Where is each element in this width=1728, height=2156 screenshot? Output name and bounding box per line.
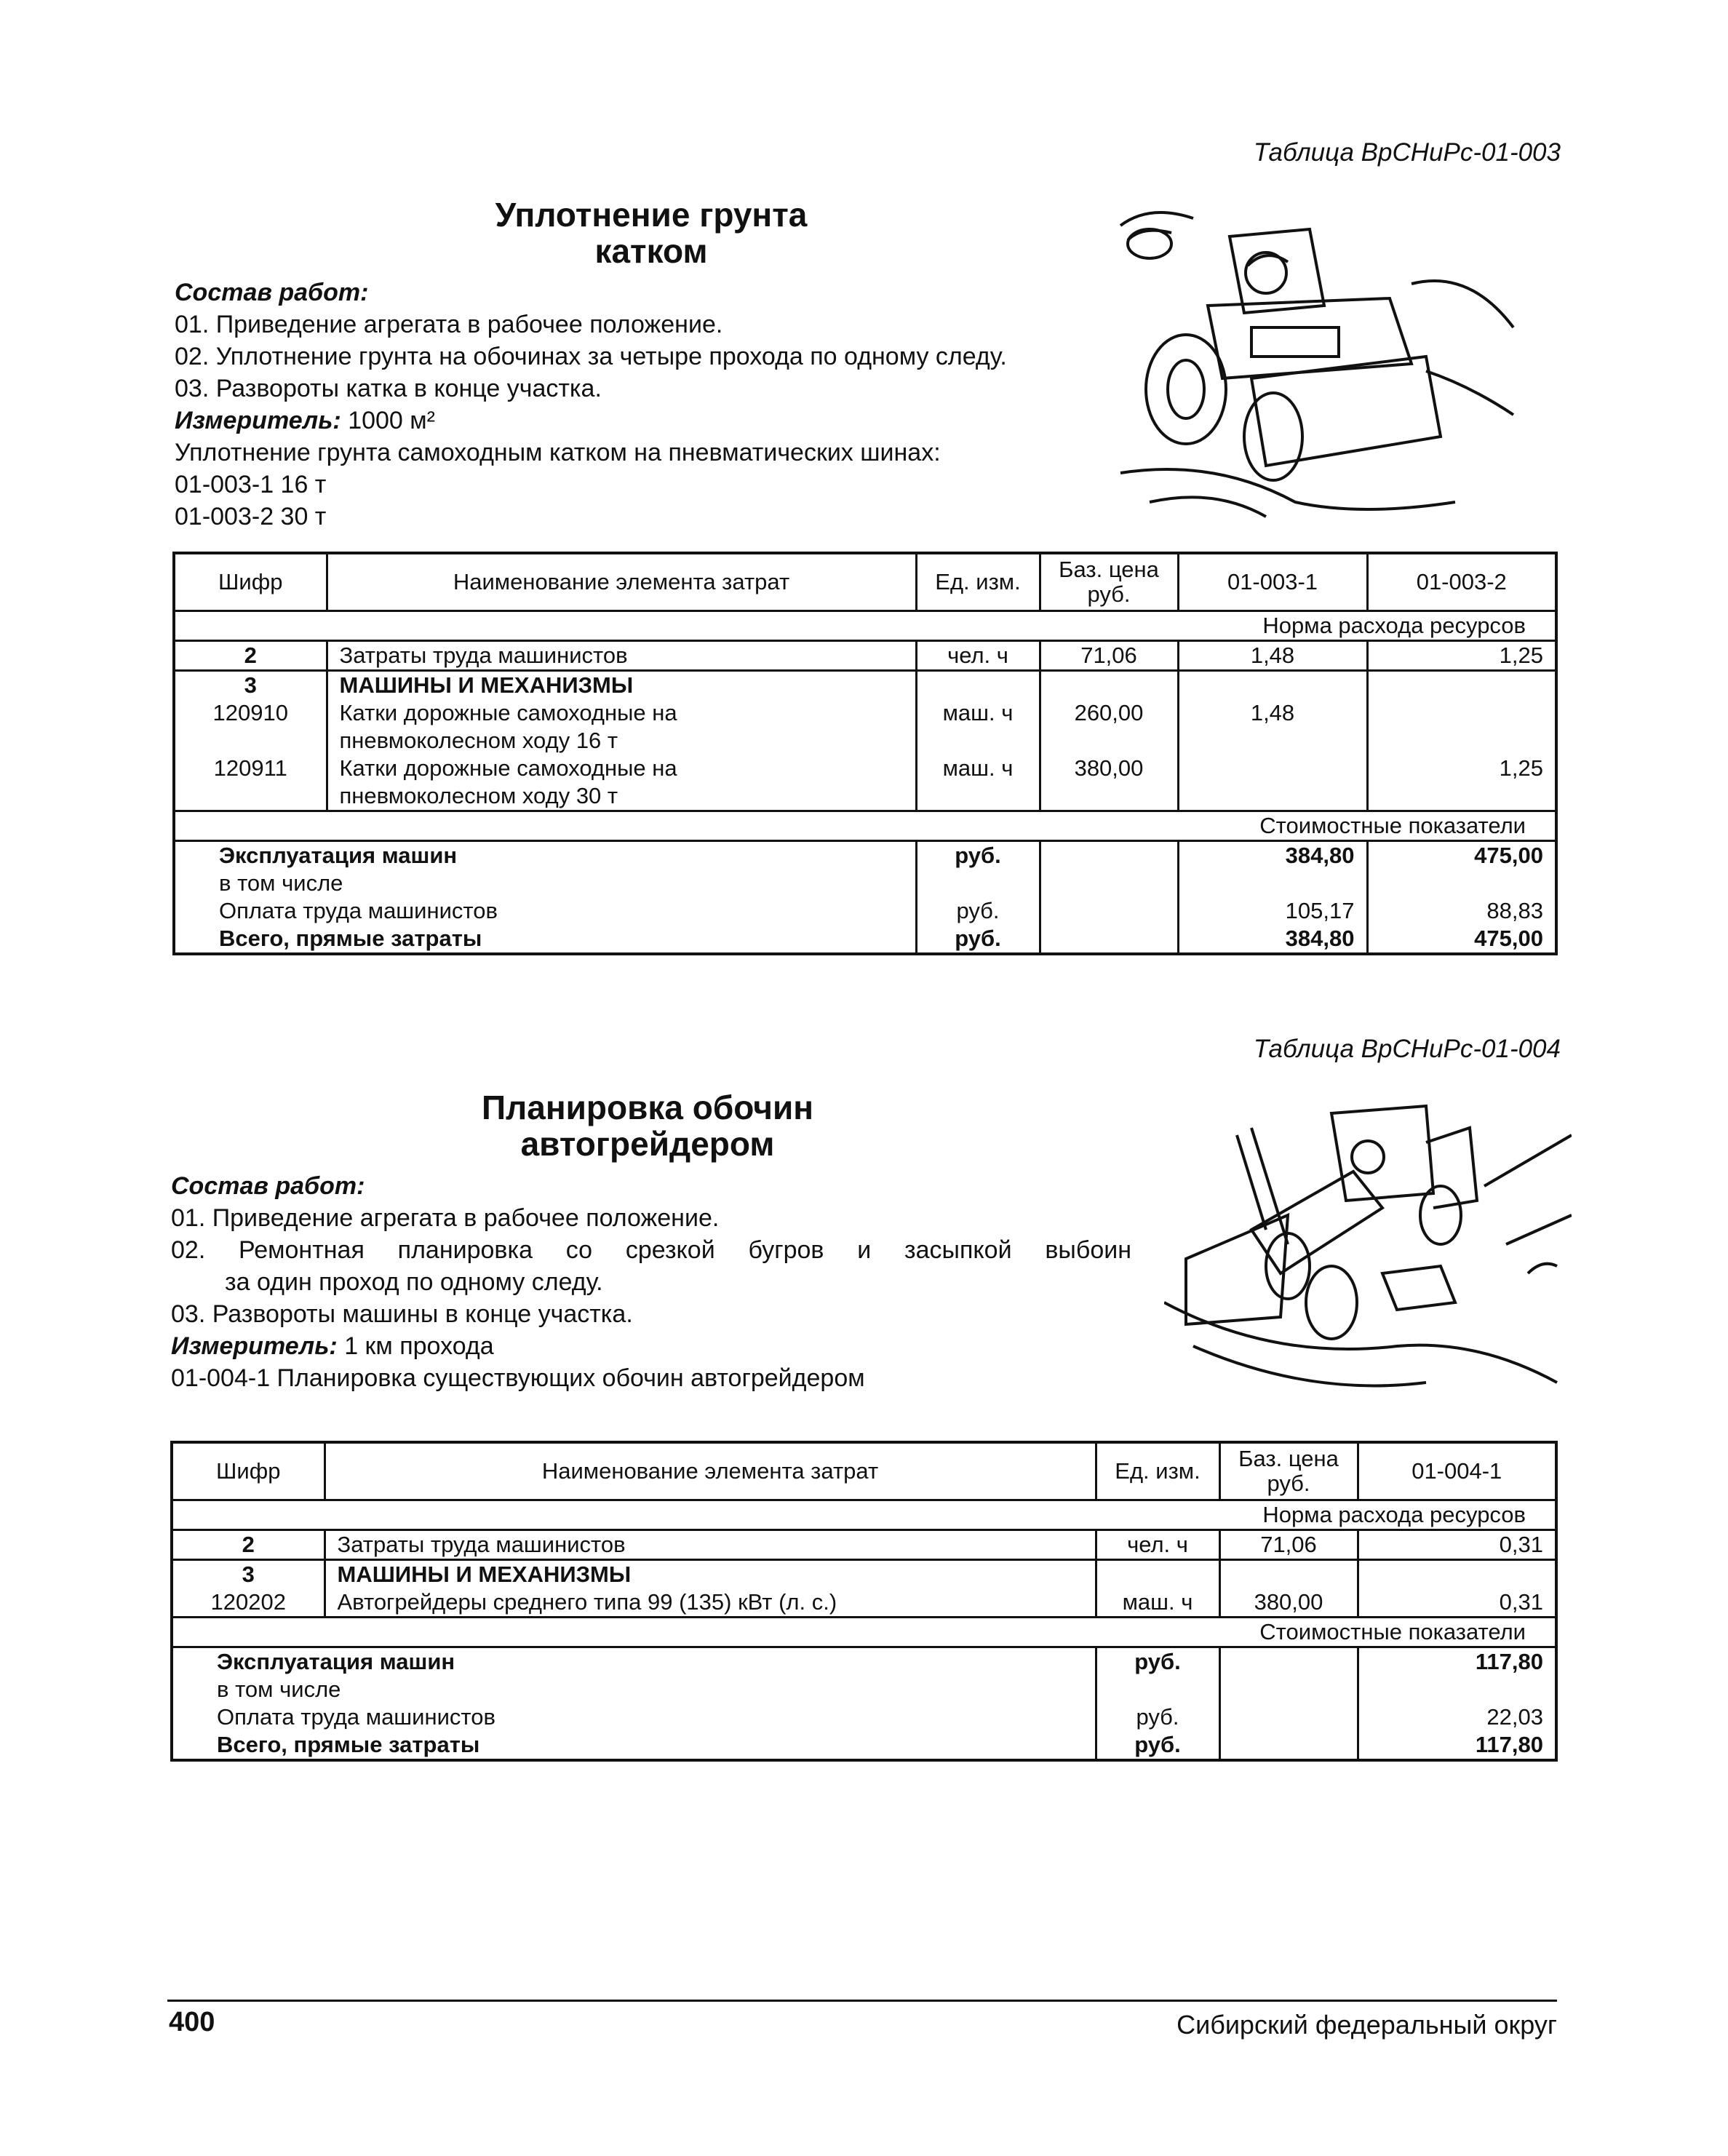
table-row [174, 897, 1556, 925]
work-step-continuation: за один проход по одному следу. [225, 1268, 603, 1296]
cell-name: Катки дорожные самоходные на [339, 755, 677, 781]
section1-body [175, 277, 1135, 533]
cell-name: в том числе [174, 870, 916, 897]
work-step: 01. Приведение агрегата в рабочее положение. [171, 1204, 720, 1232]
meter-value: 1 км прохода [344, 1332, 494, 1360]
cell-price: 71,06 [1219, 1530, 1358, 1560]
cell-unit: руб. [1096, 1647, 1219, 1676]
cell-value: 1,48 [1178, 641, 1367, 671]
cell-value: 22,03 [1358, 1703, 1556, 1731]
cost-section-label: Стоимостные показатели [172, 1618, 1556, 1647]
meter-label: Измеритель: [175, 407, 341, 434]
cell-name: Оплата труда машинистов [172, 1703, 1096, 1731]
meter-value: 1000 м² [348, 407, 435, 434]
table-reference-01-004: Таблица ВрСНиРс-01-004 [1253, 1035, 1561, 1063]
cell-price: 260,00 [1040, 699, 1178, 755]
cell-unit: маш. ч [916, 755, 1040, 811]
table-row [174, 841, 1556, 870]
cell-value [1367, 699, 1556, 755]
section2-title-line2: автогрейдером [520, 1125, 775, 1163]
description: 01-004-1 Планировка существующих обочин автогрейдером [171, 1364, 865, 1392]
table-row [172, 1703, 1556, 1731]
norm-section-label: Норма расхода ресурсов [174, 611, 1556, 641]
cell-name: Эксплуатация машин [174, 841, 916, 870]
work-step: 03. Развороты машины в конце участка. [171, 1300, 633, 1328]
cell-name: Всего, прямые затраты [174, 925, 916, 954]
cell-value: 1,25 [1367, 641, 1556, 671]
cell-unit: руб. [916, 897, 1040, 925]
motor-grader-illustration [1164, 1084, 1572, 1404]
cell-name: пневмоколесном ходу 16 т [339, 728, 618, 753]
cell-name: МАШИНЫ И МЕХАНИЗМЫ [327, 671, 916, 700]
resource-table-01-004 [170, 1441, 1558, 1762]
cell-code: 120911 [174, 755, 327, 811]
table-row [172, 1647, 1556, 1676]
cell-unit: руб. [916, 841, 1040, 870]
header-base-price: Баз. цена руб. [1219, 1442, 1358, 1500]
variant: 01-003-2 30 т [175, 503, 327, 530]
header-code: Шифр [172, 1442, 325, 1500]
cell-unit: маш. ч [916, 699, 1040, 755]
cell-price: 380,00 [1219, 1588, 1358, 1618]
cell-name: Автогрейдеры среднего типа 99 (135) кВт (л. с.) [325, 1588, 1096, 1618]
header-base-price: Баз. цена руб. [1040, 553, 1178, 611]
cell-value: 117,80 [1358, 1647, 1556, 1676]
page-number: 400 [169, 2007, 215, 2037]
cell-unit: маш. ч [1096, 1588, 1219, 1618]
cell-unit: чел. ч [1096, 1530, 1219, 1560]
cell-value [1178, 755, 1367, 811]
header-variant-1: 01-004-1 [1358, 1442, 1556, 1500]
resource-table-01-003 [172, 552, 1558, 955]
table-row [172, 1588, 1556, 1618]
table-row [174, 870, 1556, 897]
header-code: Шифр [174, 553, 327, 611]
cell-code: 3 [174, 671, 327, 700]
cell-code: 120202 [172, 1588, 325, 1618]
table-row [172, 1560, 1556, 1589]
table-row [174, 925, 1556, 954]
footer-divider [167, 2000, 1557, 2002]
table-row [172, 1731, 1556, 1760]
cell-value: 1,48 [1178, 699, 1367, 755]
cell-unit: руб. [916, 925, 1040, 954]
section1-title-line1: Уплотнение грунта [495, 196, 808, 234]
meter-label: Измеритель: [171, 1332, 338, 1360]
table-row [174, 699, 1556, 755]
header-unit: Ед. изм. [916, 553, 1040, 611]
composition-label: Состав работ: [171, 1172, 365, 1200]
section1-title-line2: катком [594, 232, 708, 270]
table-row [174, 671, 1556, 700]
work-step: 03. Развороты катка в конце участка. [175, 375, 602, 402]
header-name: Наименование элемента затрат [325, 1442, 1096, 1500]
work-step: 02. Уплотнение грунта на обочинах за четыре прохода по одному следу. [175, 343, 1007, 370]
cell-value: 1,25 [1367, 755, 1556, 811]
table-row [172, 1676, 1556, 1703]
cell-value: 384,80 [1178, 925, 1367, 954]
cell-value: 117,80 [1358, 1731, 1556, 1760]
cell-price: 71,06 [1040, 641, 1178, 671]
cost-section-label: Стоимостные показатели [174, 811, 1556, 841]
cell-code: 2 [174, 641, 327, 671]
cell-name: в том числе [172, 1676, 1096, 1703]
cell-code: 3 [172, 1560, 325, 1589]
cell-unit: руб. [1096, 1731, 1219, 1760]
cell-code: 2 [172, 1530, 325, 1560]
table-reference-01-003: Таблица ВрСНиРс-01-003 [1253, 138, 1561, 167]
cell-code: 120910 [174, 699, 327, 755]
norm-section-label: Норма расхода ресурсов [172, 1500, 1556, 1530]
cell-unit: руб. [1096, 1703, 1219, 1731]
cell-name: пневмоколесном ходу 30 т [339, 783, 618, 808]
header-variant-1: 01-003-1 [1178, 553, 1367, 611]
description: Уплотнение грунта самоходным катком на пневматических шинах: [175, 439, 941, 466]
section2-body [171, 1170, 1131, 1394]
header-variant-2: 01-003-2 [1367, 553, 1556, 611]
section2-title-line1: Планировка обочин [481, 1089, 814, 1126]
cell-value: 475,00 [1367, 925, 1556, 954]
cell-name: Катки дорожные самоходные на [339, 700, 677, 725]
cell-value: 475,00 [1367, 841, 1556, 870]
cell-value: 0,31 [1358, 1588, 1556, 1618]
table-row [172, 1530, 1556, 1560]
work-step: 02. Ремонтная планировка со срезкой бугров и засыпкой выбоин [171, 1236, 1131, 1264]
table-row [174, 641, 1556, 671]
cell-name: Всего, прямые затраты [172, 1731, 1096, 1760]
variant: 01-003-1 16 т [175, 471, 327, 498]
cell-name: Затраты труда машинистов [327, 641, 916, 671]
cell-name: Затраты труда машинистов [325, 1530, 1096, 1560]
header-name: Наименование элемента затрат [327, 553, 916, 611]
cell-price: 380,00 [1040, 755, 1178, 811]
cell-value: 384,80 [1178, 841, 1367, 870]
section2-title [429, 1089, 866, 1162]
cell-value: 88,83 [1367, 897, 1556, 925]
footer-region: Сибирский федеральный округ [1176, 2010, 1557, 2040]
cell-name: Оплата труда машинистов [174, 897, 916, 925]
cell-unit: чел. ч [916, 641, 1040, 671]
table-row [174, 755, 1556, 811]
composition-label: Состав работ: [175, 279, 369, 306]
section1-title [433, 196, 869, 269]
work-step: 01. Приведение агрегата в рабочее положение. [175, 311, 723, 338]
cell-name: МАШИНЫ И МЕХАНИЗМЫ [325, 1560, 1096, 1589]
cell-value: 0,31 [1358, 1530, 1556, 1560]
cell-value: 105,17 [1178, 897, 1367, 925]
cell-name: Эксплуатация машин [172, 1647, 1096, 1676]
road-roller-illustration [1106, 196, 1521, 531]
header-unit: Ед. изм. [1096, 1442, 1219, 1500]
